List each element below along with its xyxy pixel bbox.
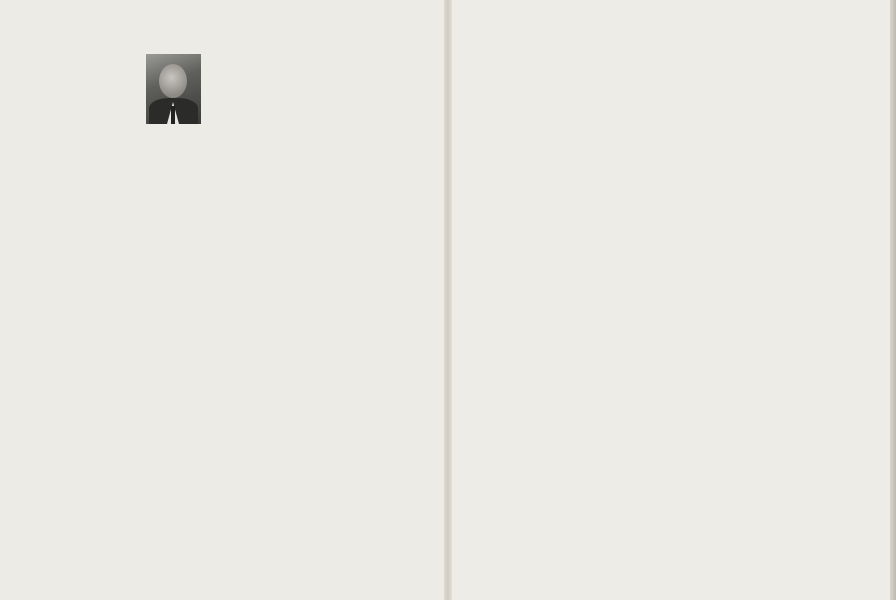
portrait-photo-joe-bannon (146, 54, 201, 124)
right-page (448, 0, 896, 600)
page-gutter (444, 0, 452, 600)
class-48-column-final-visible (146, 15, 356, 126)
class-48-agent (146, 36, 356, 45)
class-header-48 (146, 15, 356, 32)
page-edge (890, 0, 896, 600)
